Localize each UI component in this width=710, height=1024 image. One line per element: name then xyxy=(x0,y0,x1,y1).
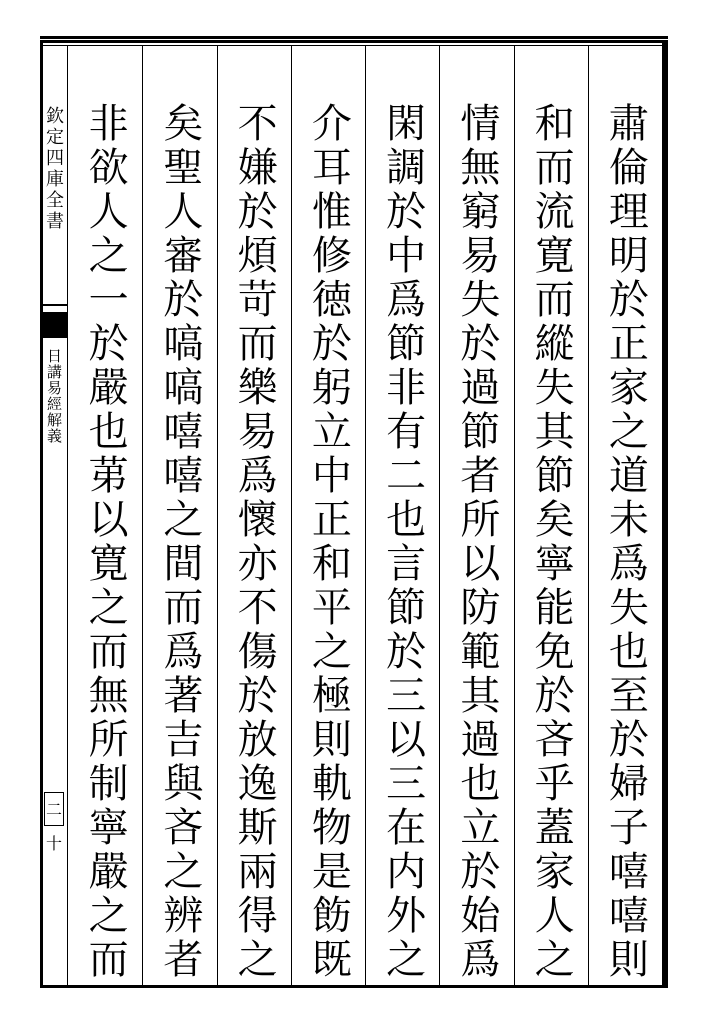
text-column xyxy=(68,46,142,986)
text-column xyxy=(142,46,216,986)
fish-tail-mark xyxy=(40,312,68,338)
fish-tail-line xyxy=(40,304,68,306)
text-columns xyxy=(68,46,662,986)
text-column xyxy=(217,46,291,986)
running-title: 欽定四庫全書 xyxy=(43,106,64,232)
column-text: 肅倫理明於正家之道未爲失也至於婦子嘻嘻則 xyxy=(602,102,649,982)
column-text: 介耳惟修徳於躬立中正和平之極則軌物是飭既 xyxy=(305,102,352,982)
book-title: 日講易經解義 xyxy=(45,348,63,444)
page-number: 二十 xyxy=(44,792,64,826)
column-text: 和而流寛而縱失其節矣寧能免於吝乎蓋家人之 xyxy=(528,102,575,982)
column-text: 情無窮易失於過節者所以防範其過也立於始爲 xyxy=(453,102,500,982)
text-column xyxy=(365,46,439,986)
column-text: 閑調於中爲節非有二也言節於三以三在内外之 xyxy=(379,102,426,982)
column-text: 不嫌於煩苛而樂易爲懷亦不傷於放逸斯兩得之 xyxy=(231,102,278,982)
column-text: 非欲人之一於嚴也苐以寛之而無所制寧嚴之而 xyxy=(82,102,129,982)
text-column xyxy=(439,46,513,986)
text-column xyxy=(588,46,662,986)
column-text: 矣聖人審於嗃嗃嘻嘻之間而爲著吉與吝之辨者 xyxy=(156,102,203,982)
text-column xyxy=(291,46,365,986)
text-column xyxy=(514,46,588,986)
